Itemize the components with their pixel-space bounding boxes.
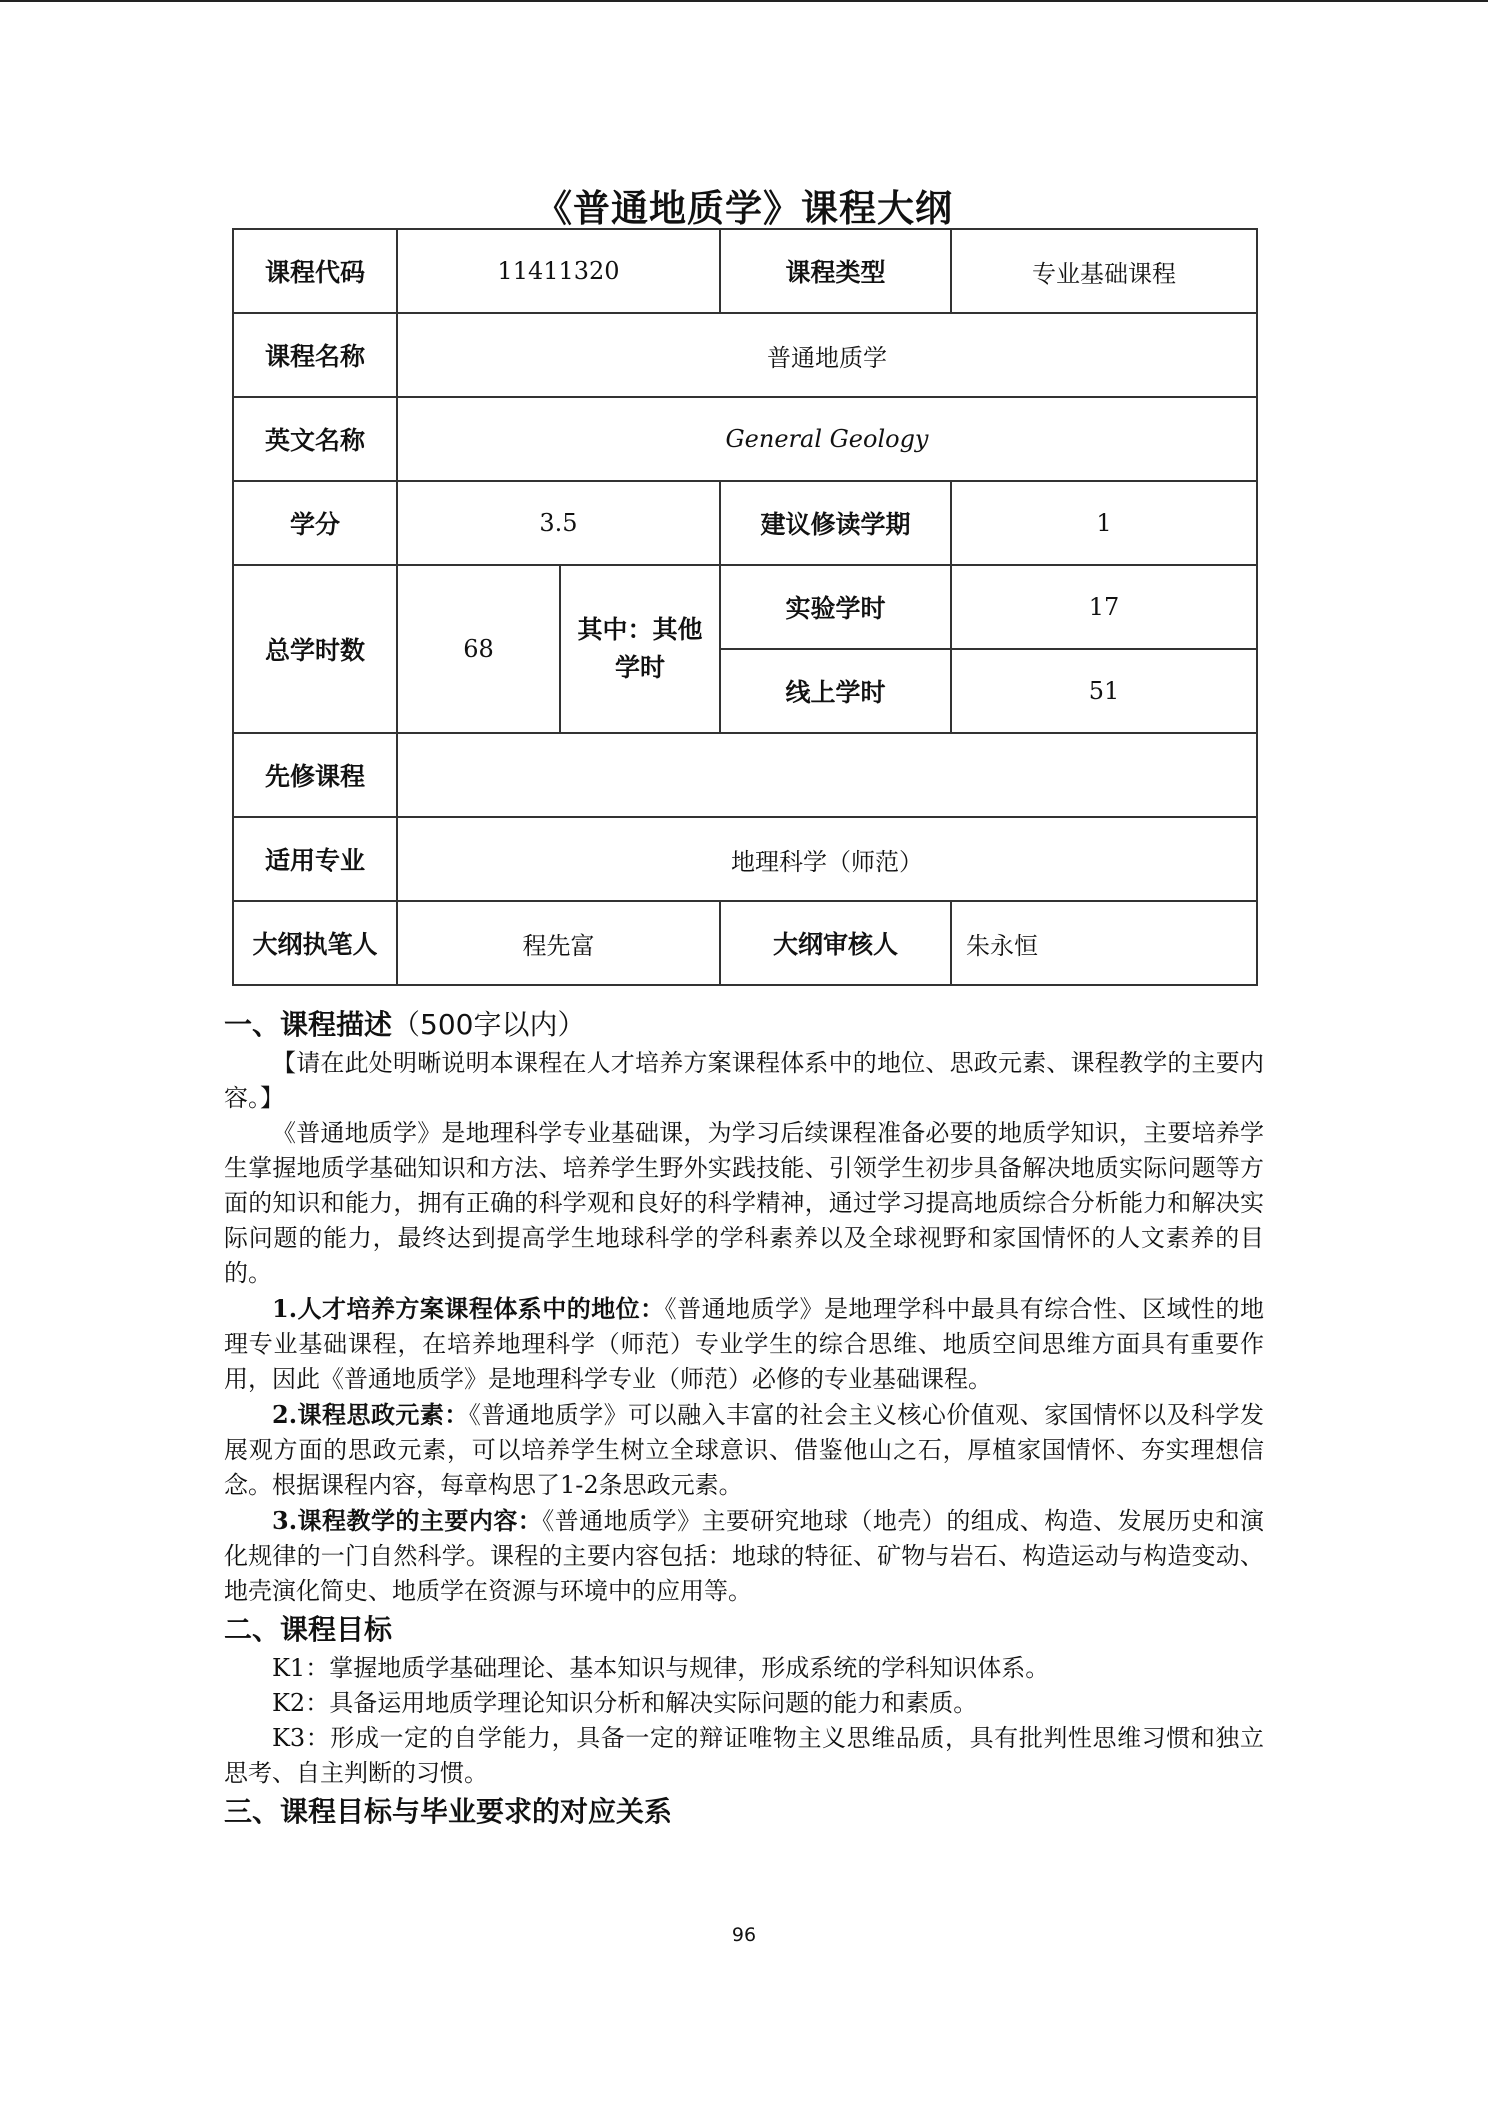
table-row (233, 229, 1257, 313)
ideology-text: 《普通地质学》可以融入丰富的社会主义核心价值观、家国情怀以及科学发展观方面的思政元素，可以培养学生树立全球意识、借鉴他山之石，厚植家国情怀、夯实理想信念。根据课程内容，每章构思了1-2条思政元素。 (224, 1401, 1264, 1499)
section-heading-description (224, 1004, 1264, 1046)
online-hours-label: 线上学时 (720, 649, 951, 733)
objective-k3: K3：形成一定的自学能力，具备一定的辩证唯物主义思维品质，具有批判性思维习惯和独立思考、自主判断的习惯。 (224, 1724, 1264, 1787)
position-text: 《普通地质学》是地理学科中最具有综合性、区域性的地理专业基础课程，在培养地理科学（师范）专业学生的综合思维、地质空间思维方面具有重要作用，因此《普通地质学》是地理科学专业（师范）必修的专业基础课程。 (224, 1295, 1265, 1393)
table-row (233, 481, 1257, 565)
other-hours-label: 其中：其他学时 (560, 565, 720, 733)
table-row (233, 817, 1257, 901)
content-text: 《普通地质学》主要研究地球（地壳）的组成、构造、发展历史和演化规律的一门自然科学。课程的主要内容包括：地球的特征、矿物与岩石、构造运动与构造变动、地壳演化简史、地质学在资源与环境中的应用等。 (224, 1507, 1264, 1605)
major-value: 地理科学（师范） (397, 817, 1257, 901)
objective-k1: K1：掌握地质学基础理论、基本知识与规律，形成系统的学科知识体系。 (272, 1654, 1050, 1682)
online-hours-value: 51 (951, 649, 1257, 733)
table-row (233, 901, 1257, 985)
page-number: 96 (731, 1924, 757, 1946)
table-row (233, 397, 1257, 481)
major-label: 适用专业 (233, 817, 397, 901)
total-hours-value: 68 (397, 565, 560, 733)
instruction-paragraph: 【请在此处明晰说明本课程在人才培养方案课程体系中的地位、思政元素、课程教学的主要内容。】 (224, 1049, 1264, 1112)
position-title: 1.人才培养方案课程体系中的地位： (272, 1294, 665, 1323)
course-type-value: 专业基础课程 (951, 229, 1257, 313)
reviewer-value: 朱永恒 (951, 901, 1257, 985)
english-name-value: General Geology (397, 397, 1257, 481)
objective-k2: K2：具备运用地质学理论知识分析和解决实际问题的能力和素质。 (272, 1689, 978, 1717)
english-name-label: 英文名称 (233, 397, 397, 481)
lab-hours-value: 17 (951, 565, 1257, 649)
page-top-border (0, 0, 1488, 2)
course-name-value: 普通地质学 (397, 313, 1257, 397)
course-code-label: 课程代码 (233, 229, 397, 313)
document-title: 《普通地质学》课程大纲 (535, 187, 953, 230)
prereq-value (397, 733, 1257, 817)
position-paragraph (224, 1291, 1264, 1397)
document-body (224, 1004, 1264, 1833)
section-heading-objectives: 二、课程目标 (224, 1613, 393, 1646)
course-info-table (232, 228, 1258, 986)
course-code-value: 11411320 (397, 229, 720, 313)
credits-value: 3.5 (397, 481, 720, 565)
writer-label: 大纲执笔人 (233, 901, 397, 985)
content-paragraph (224, 1503, 1264, 1609)
table-row (233, 565, 1257, 649)
content-title: 3.课程教学的主要内容： (272, 1506, 543, 1535)
lab-hours-label: 实验学时 (720, 565, 951, 649)
writer-value: 程先富 (397, 901, 720, 985)
ideology-title: 2.课程思政元素： (272, 1400, 469, 1429)
semester-value: 1 (951, 481, 1257, 565)
credits-label: 学分 (233, 481, 397, 565)
course-name-label: 课程名称 (233, 313, 397, 397)
section-heading-note: （500字以内） (392, 1008, 586, 1041)
section-heading-text: 一、课程描述 (224, 1008, 393, 1041)
section-heading-mapping: 三、课程目标与毕业要求的对应关系 (224, 1795, 673, 1828)
course-type-label: 课程类型 (720, 229, 951, 313)
intro-paragraph: 《普通地质学》是地理科学专业基础课，为学习后续课程准备必要的地质学知识，主要培养学生掌握地质学基础知识和方法、培养学生野外实践技能、引领学生初步具备解决地质实际问题等方面的知识和能力，拥有正确的科学观和良好的科学精神，通过学习提高地质综合分析能力和解决实际问题的能力，最终达到提高学生地球科学的学科素养以及全球视野和家国情怀的人文素养的目的。 (224, 1119, 1264, 1287)
prereq-label: 先修课程 (233, 733, 397, 817)
table-row (233, 313, 1257, 397)
reviewer-label: 大纲审核人 (720, 901, 951, 985)
table-row (233, 733, 1257, 817)
ideology-paragraph (224, 1397, 1264, 1503)
semester-label: 建议修读学期 (720, 481, 951, 565)
total-hours-label: 总学时数 (233, 565, 397, 733)
